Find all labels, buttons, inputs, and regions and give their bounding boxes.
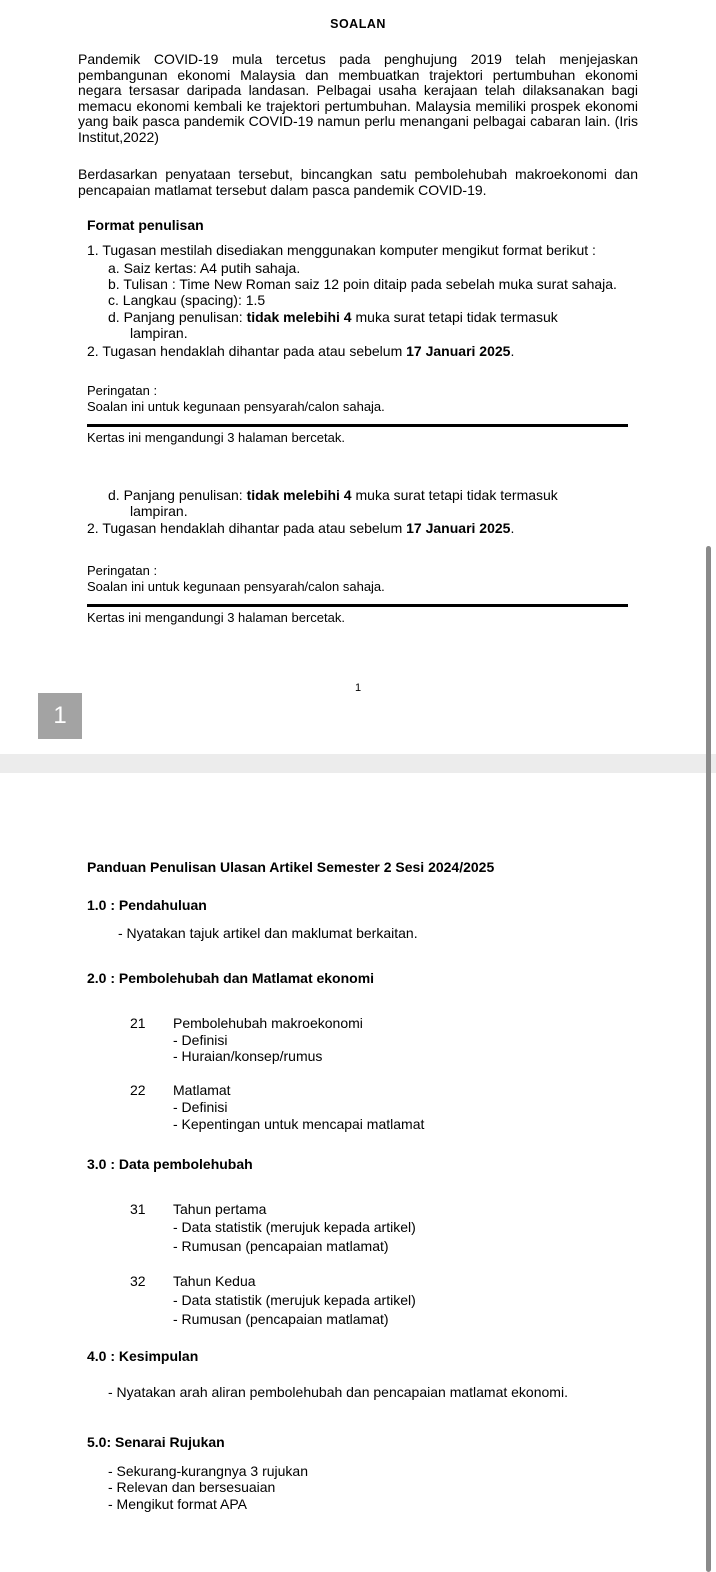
section-5-item-a: - Sekurang-kurangnya 3 rujukan bbox=[108, 1463, 309, 1479]
question-paragraph: Pandemik COVID-19 mula tercetus pada penghujung 2019 telah menjejaskan pembangunan ekonomi Malaysia dan membuatkan trajektori pertumbuhan ekonomi negara tersasar daripada landasan. Pelbagai usaha kerajaan telah dilaksanakan bagi memacu ekonomi kembali ke trajektori pertumbuhan. Malaysia memiliki prospek ekonomi yang baik pasca pandemik COVID-19 namun perlu menangani pelbagai cabaran lain. (Iris Institut,2022) bbox=[78, 51, 638, 145]
guide-title: Panduan Penulisan Ulasan Artikel Semester 2 Sesi 2024/2025 bbox=[87, 859, 495, 875]
section-5-item-b: - Relevan dan bersesuaian bbox=[108, 1479, 276, 1495]
page-number: 1 bbox=[354, 682, 362, 694]
page-title: SOALAN bbox=[330, 17, 386, 31]
section-2-heading: 2.0 : Pembolehubah dan Matlamat ekonomi bbox=[87, 970, 375, 986]
horizontal-rule-duplicate bbox=[87, 604, 628, 607]
page-separator bbox=[0, 754, 716, 773]
section-1-heading: 1.0 : Pendahuluan bbox=[87, 897, 207, 913]
horizontal-rule bbox=[87, 424, 628, 427]
pages-note-duplicate: Kertas ini mengandungi 3 halaman bercetak. bbox=[87, 610, 345, 625]
pages-note: Kertas ini mengandungi 3 halaman bercetak. bbox=[87, 430, 345, 445]
format-heading: Format penulisan bbox=[87, 217, 204, 233]
section-4-item: - Nyatakan arah aliran pembolehubah dan pencapaian matlamat ekonomi. bbox=[108, 1384, 568, 1400]
format-item-1d-cont: lampiran. bbox=[130, 325, 188, 341]
section-3-1-item-a: - Data statistik (merujuk kepada artikel) bbox=[173, 1219, 416, 1235]
format-item-1d-duplicate: d. Panjang penulisan: tidak melebihi 4 muka surat tetapi tidak termasuk bbox=[108, 487, 558, 503]
scrollbar[interactable] bbox=[706, 546, 711, 1572]
section-4-heading: 4.0 : Kesimpulan bbox=[87, 1348, 199, 1364]
format-item-1c: c. Langkau (spacing): 1.5 bbox=[108, 292, 266, 308]
section-2-1-item-b: - Huraian/konsep/rumus bbox=[173, 1048, 323, 1064]
format-item-1: 1. Tugasan mestilah disediakan menggunakan komputer mengikut format berikut : bbox=[87, 242, 596, 258]
section-3-1-title: 31 Tahun pertama bbox=[130, 1201, 267, 1217]
section-2-2-item-a: - Definisi bbox=[173, 1099, 228, 1115]
section-5-item-c: - Mengikut format APA bbox=[108, 1496, 248, 1512]
format-item-2-duplicate: 2. Tugasan hendaklah dihantar pada atau sebelum 17 Januari 2025. bbox=[87, 520, 515, 536]
warning-label-duplicate: Peringatan : bbox=[87, 563, 158, 578]
section-2-1-title: 21 Pembolehubah makroekonomi bbox=[130, 1015, 363, 1031]
section-3-1-item-b: - Rumusan (pencapaian matlamat) bbox=[173, 1238, 389, 1254]
instruction-paragraph: Berdasarkan penyataan tersebut, bincangkan satu pembolehubah makroekonomi dan pencapaian matlamat tersebut dalam pasca pandemik COVID-19. bbox=[78, 166, 638, 198]
section-3-heading: 3.0 : Data pembolehubah bbox=[87, 1156, 253, 1172]
format-item-2: 2. Tugasan hendaklah dihantar pada atau sebelum 17 Januari 2025. bbox=[87, 343, 515, 359]
section-3-2-item-b: - Rumusan (pencapaian matlamat) bbox=[173, 1311, 389, 1327]
section-2-2-title: 22 Matlamat bbox=[130, 1082, 231, 1098]
section-5-heading: 5.0: Senarai Rujukan bbox=[87, 1434, 225, 1450]
format-item-1a: a. Saiz kertas: A4 putih sahaja. bbox=[108, 260, 301, 276]
format-item-1d-cont-duplicate: lampiran. bbox=[130, 503, 188, 519]
format-item-1b: b. Tulisan : Time New Roman saiz 12 poin ditaip pada sebelah muka surat sahaja. bbox=[108, 276, 617, 292]
section-2-2-item-b: - Kepentingan untuk mencapai matlamat bbox=[173, 1116, 425, 1132]
warning-text-duplicate: Soalan ini untuk kegunaan pensyarah/calon sahaja. bbox=[87, 579, 385, 594]
warning-label: Peringatan : bbox=[87, 383, 158, 398]
warning-text: Soalan ini untuk kegunaan pensyarah/calon sahaja. bbox=[87, 399, 385, 414]
section-1-item: - Nyatakan tajuk artikel dan maklumat berkaitan. bbox=[118, 925, 418, 941]
section-3-2-item-a: - Data statistik (merujuk kepada artikel) bbox=[173, 1292, 416, 1308]
section-2-1-item-a: - Definisi bbox=[173, 1032, 228, 1048]
viewer-page-badge: 1 bbox=[38, 693, 82, 739]
section-3-2-title: 32 Tahun Kedua bbox=[130, 1273, 256, 1289]
format-item-1d: d. Panjang penulisan: tidak melebihi 4 muka surat tetapi tidak termasuk bbox=[108, 309, 558, 325]
